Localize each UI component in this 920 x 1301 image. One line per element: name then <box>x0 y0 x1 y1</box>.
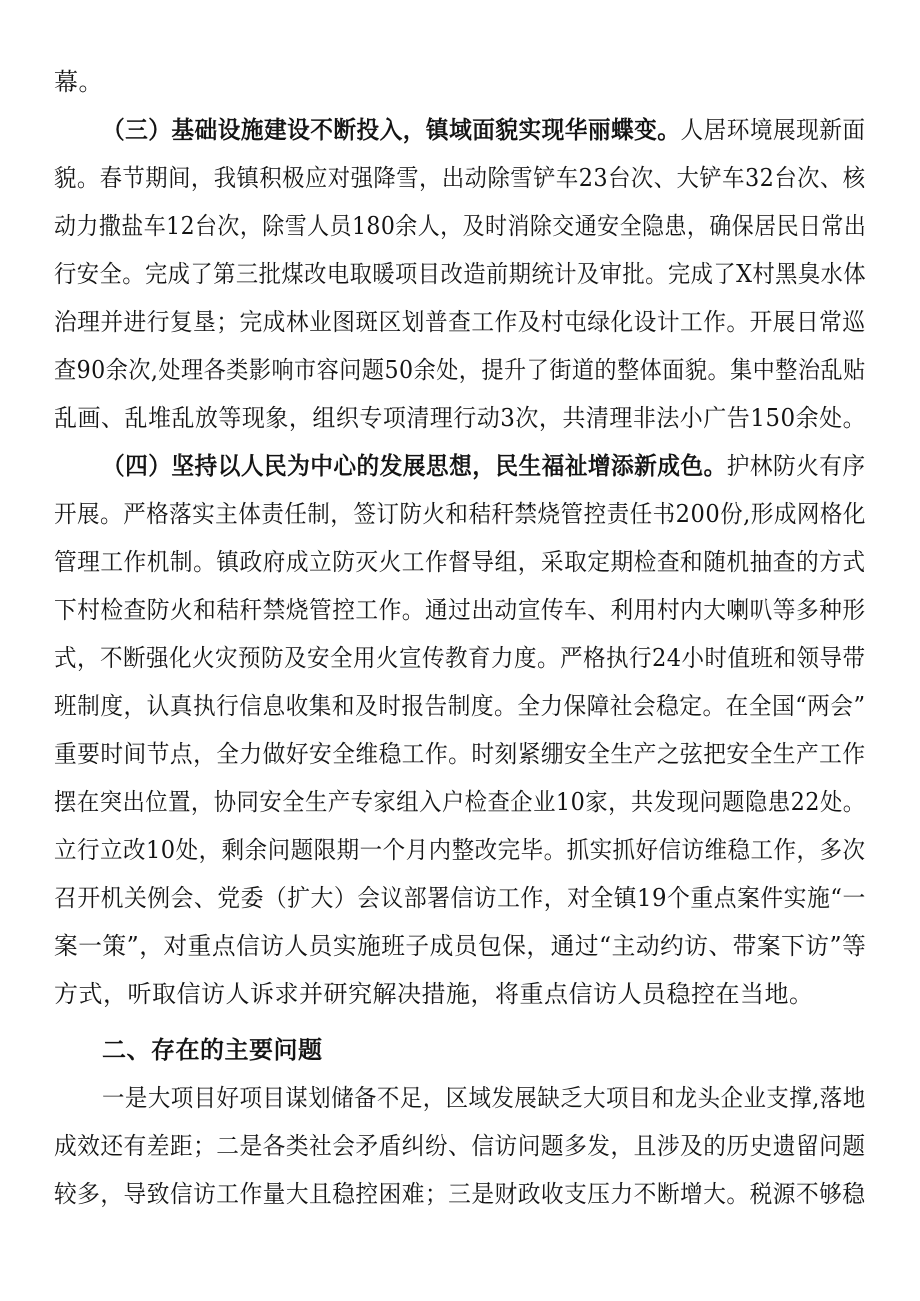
section-heading-problems: 二、存在的主要问题 <box>102 1036 323 1064</box>
section-4-title: （四）坚持以人民为中心的发展思想，民生福祉增添新成色。 <box>102 452 727 480</box>
text-line: 重要时间节点，全力做好安全维稳工作。时刻紧绷安全生产之弦把安全生产工作 <box>54 740 866 768</box>
text-line: 班制度，认真执行信息收集和及时报告制度。全力保障社会稳定。在全国“两会” <box>54 692 866 720</box>
text-line: 貌。春节期间，我镇积极应对强降雪，出动除雪铲车23台次、大铲车32台次、核 <box>54 164 866 192</box>
section-3-first-line <box>102 114 866 146</box>
text-line: 方式，听取信访人诉求并研究解决措施，将重点信访人员稳控在当地。 <box>54 980 814 1008</box>
text-line: 摆在突出位置，协同安全生产专家组入户检查企业10家，共发现问题隐患22处。 <box>54 788 866 816</box>
text-line: 行安全。完成了第三批煤改电取暖项目改造前期统计及审批。完成了X村黑臭水体 <box>54 260 867 288</box>
section-4-first-line <box>102 450 866 482</box>
text-line: 式，不断强化火灾预防及安全用火宣传教育力度。严格执行24小时值班和领导带 <box>54 644 866 672</box>
text-line: 乱画、乱堆乱放等现象，组织专项清理行动3次，共清理非法小广告150余处。 <box>54 404 867 432</box>
text-line: 治理并进行复垦；完成林业图斑区划普查工作及村屯绿化设计工作。开展日常巡 <box>54 308 866 336</box>
text-line: 动力撒盐车12台次，除雪人员180余人，及时消除交通安全隐患，确保居民日常出 <box>54 212 867 240</box>
text-line: 案一策”，对重点信访人员实施班子成员包保，通过“主动约访、带案下访”等 <box>54 932 867 960</box>
text-line: 一是大项目好项目谋划储备不足，区域发展缺乏大项目和龙头企业支撑,落地 <box>102 1084 866 1112</box>
text-line: 成效还有差距；二是各类社会矛盾纠纷、信访问题多发，且涉及的历史遗留问题 <box>54 1132 866 1160</box>
text-run: 人居环境展现新面 <box>680 116 866 144</box>
text-line: 开展。严格落实主体责任制，签订防火和秸秆禁烧管控责任书200份,形成网格化 <box>54 500 866 528</box>
text-line: 下村检查防火和秸秆禁烧管控工作。通过出动宣传车、利用村内大喇叭等多种形 <box>54 596 866 624</box>
text-line: 幕。 <box>54 68 103 96</box>
text-run: 护林防火有序 <box>726 452 866 480</box>
text-line: 立行立改10处，剩余问题限期一个月内整改完毕。抓实抓好信访维稳工作，多次 <box>54 836 866 864</box>
text-line: 查90余次,处理各类影响市容问题50余处，提升了街道的整体面貌。集中整治乱贴 <box>54 356 866 384</box>
text-line: 召开机关例会、党委（扩大）会议部署信访工作，对全镇19个重点案件实施“一 <box>54 884 866 912</box>
section-3-title: （三）基础设施建设不断投入，镇域面貌实现华丽蝶变。 <box>102 116 681 144</box>
text-line: 管理工作机制。镇政府成立防灭火工作督导组，采取定期检查和随机抽查的方式 <box>54 548 866 576</box>
text-line: 较多，导致信访工作量大且稳控困难；三是财政收支压力不断增大。税源不够稳 <box>54 1180 866 1208</box>
